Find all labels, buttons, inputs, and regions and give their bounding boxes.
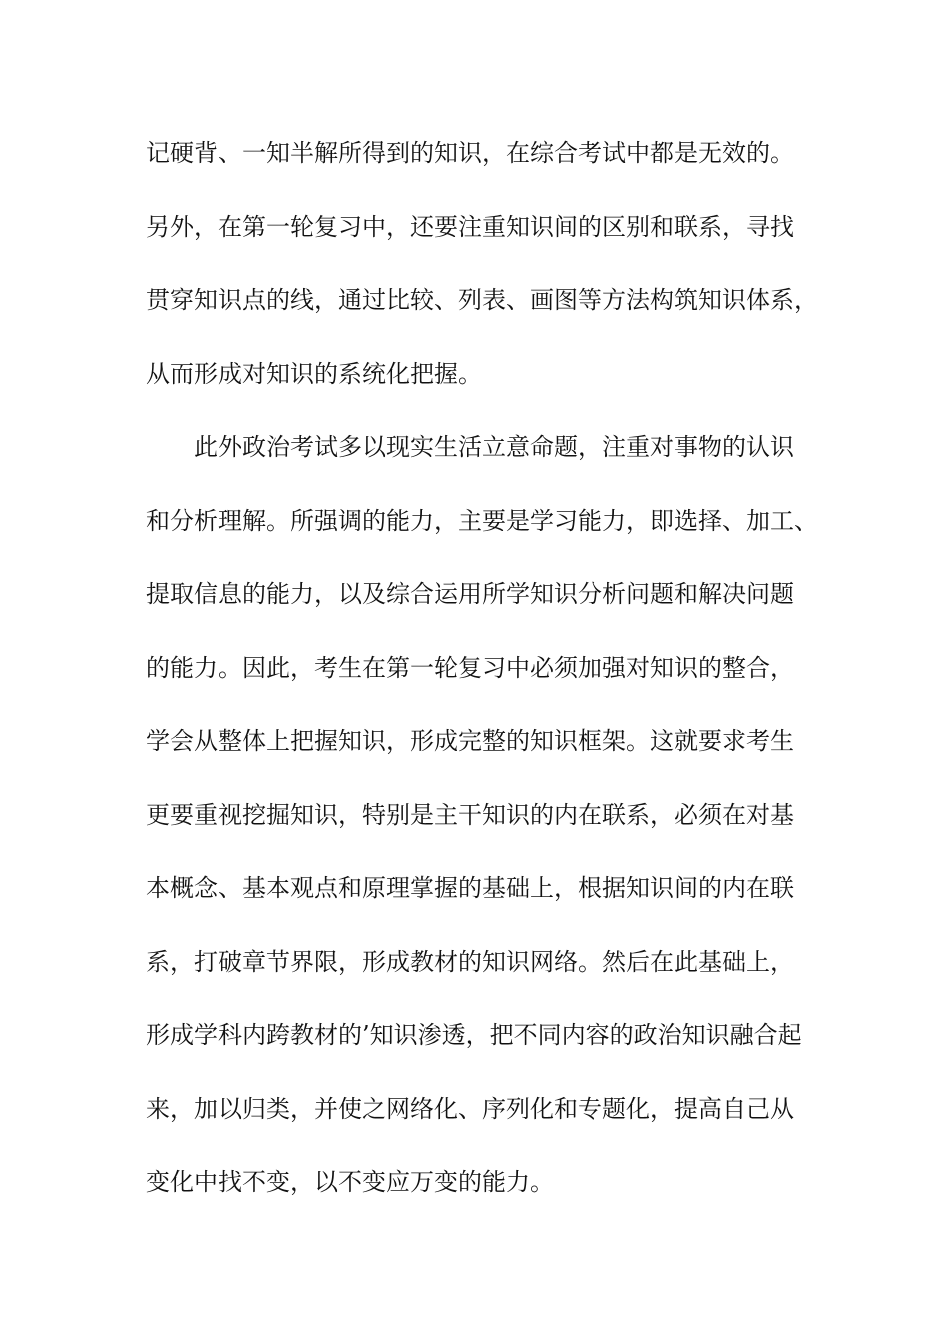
text-line: 本概念、基本观点和原理掌握的基础上，根据知识间的内在联 xyxy=(146,874,794,902)
text-line: 系，打破章节界限，形成教材的知识网络。然后在此基础上， xyxy=(146,947,794,976)
text-line: 的能力。因此，考生在第一轮复习中必须加强对知识的整合， xyxy=(146,653,794,682)
text-line: 另外，在第一轮复习中，还要注重知识间的区别和联系，寻找 xyxy=(146,212,794,241)
text-line: 变化中找不变，以不变应万变的能力。 xyxy=(146,1168,554,1196)
text-line: 来，加以归类，并使之网络化、序列化和专题化，提高自己从 xyxy=(146,1094,794,1123)
body-text xyxy=(146,128,826,1231)
text-line: 提取信息的能力，以及综合运用所学知识分析问题和解决问题 xyxy=(146,580,794,608)
text-line: 从而形成对知识的系统化把握。 xyxy=(146,359,482,388)
text-line: 记硬背、一知半解所得到的知识，在综合考试中都是无效的。 xyxy=(146,139,794,167)
text-line: 更要重视挖掘知识，特别是主干知识的内在联系，必须在对基 xyxy=(146,800,794,829)
paragraph-first-line: 此外政治考试多以现实生活立意命题，注重对事物的认识 xyxy=(194,433,794,461)
text-line: 贯穿知识点的线，通过比较、列表、画图等方法构筑知识体系， xyxy=(146,286,818,314)
text-line: 和分析理解。所强调的能力，主要是学习能力，即选择、加工、 xyxy=(146,506,818,535)
text-line: 形成学科内跨教材的’知识渗透，把不同内容的政治知识融合起 xyxy=(146,1021,802,1049)
text-line: 学会从整体上把握知识，形成完整的知识框架。这就要求考生 xyxy=(146,727,794,755)
